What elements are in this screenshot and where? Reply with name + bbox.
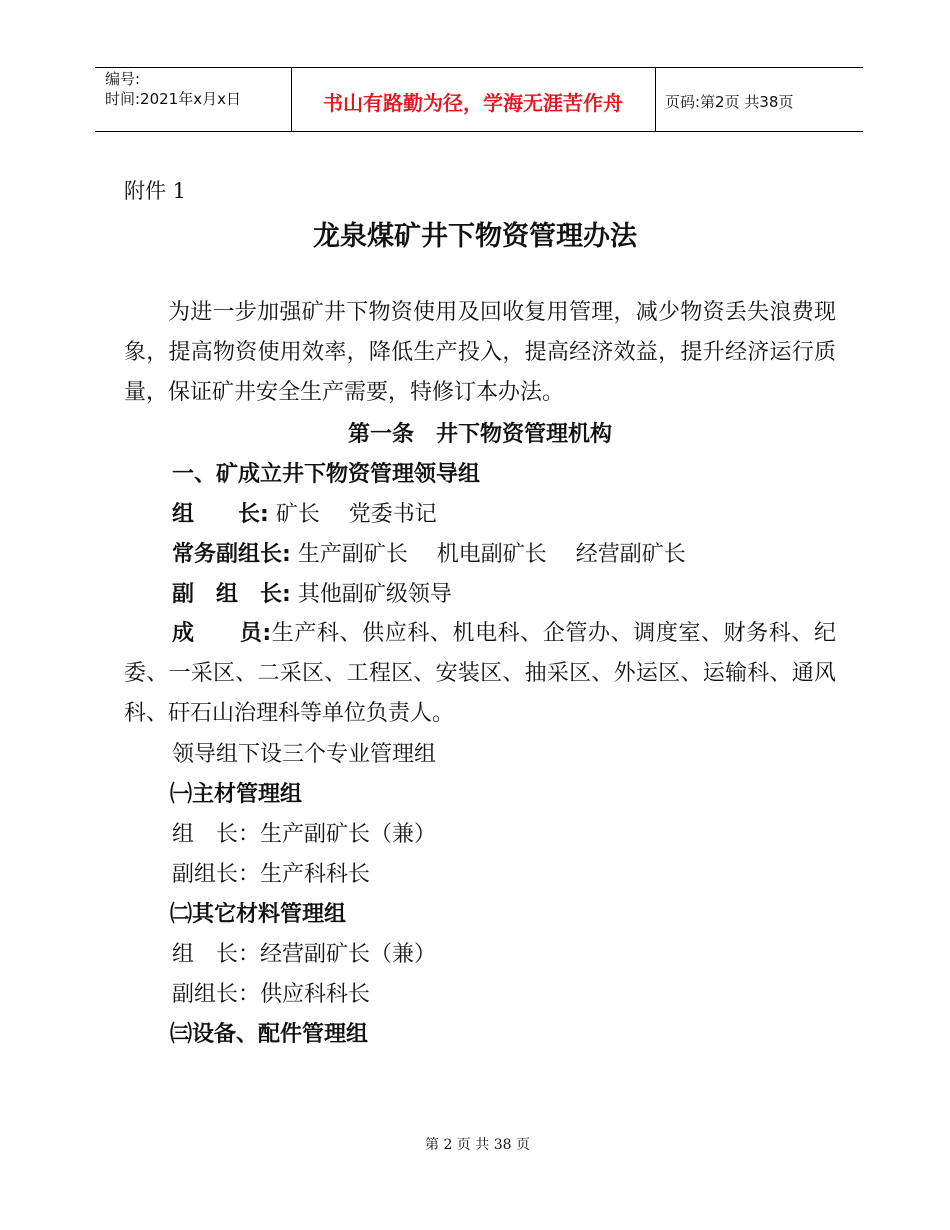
deputy-value: 其他副矿级领导 (297, 582, 452, 607)
group2-heading: ㈡其它材料管理组 (170, 902, 347, 927)
members-paragraph (124, 614, 836, 734)
header-motto: 书山有路勤为径，学海无涯苦作舟 (323, 91, 623, 115)
deputy-label: 副 组 长: (172, 582, 291, 607)
group3-heading: ㈢设备、配件管理组 (170, 1022, 369, 1047)
page-footer: 第 2 页 共 38 页 (425, 1137, 530, 1153)
members-value: 生产科、供应科、机电科、企管办、调度室、财务科、纪委、一采区、二采区、工程区、安装区、抽采区、外运区、运输科、通风科、矸石山治理科等单位负责人。 (124, 621, 836, 726)
header-table (95, 67, 863, 132)
members-label: 成 员: (172, 621, 272, 646)
exec-deputy-label: 常务副组长: (172, 542, 291, 567)
subgroups-intro: 领导组下设三个专业管理组 (172, 742, 437, 767)
group1-leader: 组 长：生产副矿长（兼） (172, 822, 437, 847)
leader-row (172, 500, 437, 530)
time-label: 时间:2021年x月x日 (105, 90, 241, 108)
leader-label: 组 长: (172, 502, 269, 527)
deputy-row (172, 580, 452, 610)
exec-deputy-row (172, 540, 686, 570)
group2-deputy: 副组长：供应科科长 (172, 982, 371, 1007)
document-title: 龙泉煤矿井下物资管理办法 (313, 221, 637, 252)
leader-value: 矿长 党委书记 (275, 502, 437, 527)
group1-deputy: 副组长：生产科科长 (172, 862, 371, 887)
intro-paragraph: 为进一步加强矿井下物资使用及回收复用管理，减少物资丢失浪费现象，提高物资使用效率，降低生产投入，提高经济效益，提升经济运行质量，保证矿井安全生产需要，特修订本办法。 (124, 300, 836, 405)
header-left-cell (105, 69, 241, 109)
serial-label: 编号: (105, 70, 141, 88)
attachment-label: 附件 1 (124, 179, 187, 203)
group1-heading: ㈠主材管理组 (170, 782, 303, 807)
section1-heading: 一、矿成立井下物资管理领导组 (172, 462, 481, 487)
header-divider-right (655, 67, 656, 132)
header-bottom-rule (95, 131, 863, 132)
header-top-rule (95, 67, 863, 68)
article1-heading: 第一条 井下物资管理机构 (347, 422, 612, 447)
header-page-label: 页码:第2页 共38页 (665, 93, 794, 111)
group2-leader: 组 长：经营副矿长（兼） (172, 942, 437, 967)
exec-deputy-value: 生产副矿长 机电副矿长 经营副矿长 (297, 542, 686, 567)
